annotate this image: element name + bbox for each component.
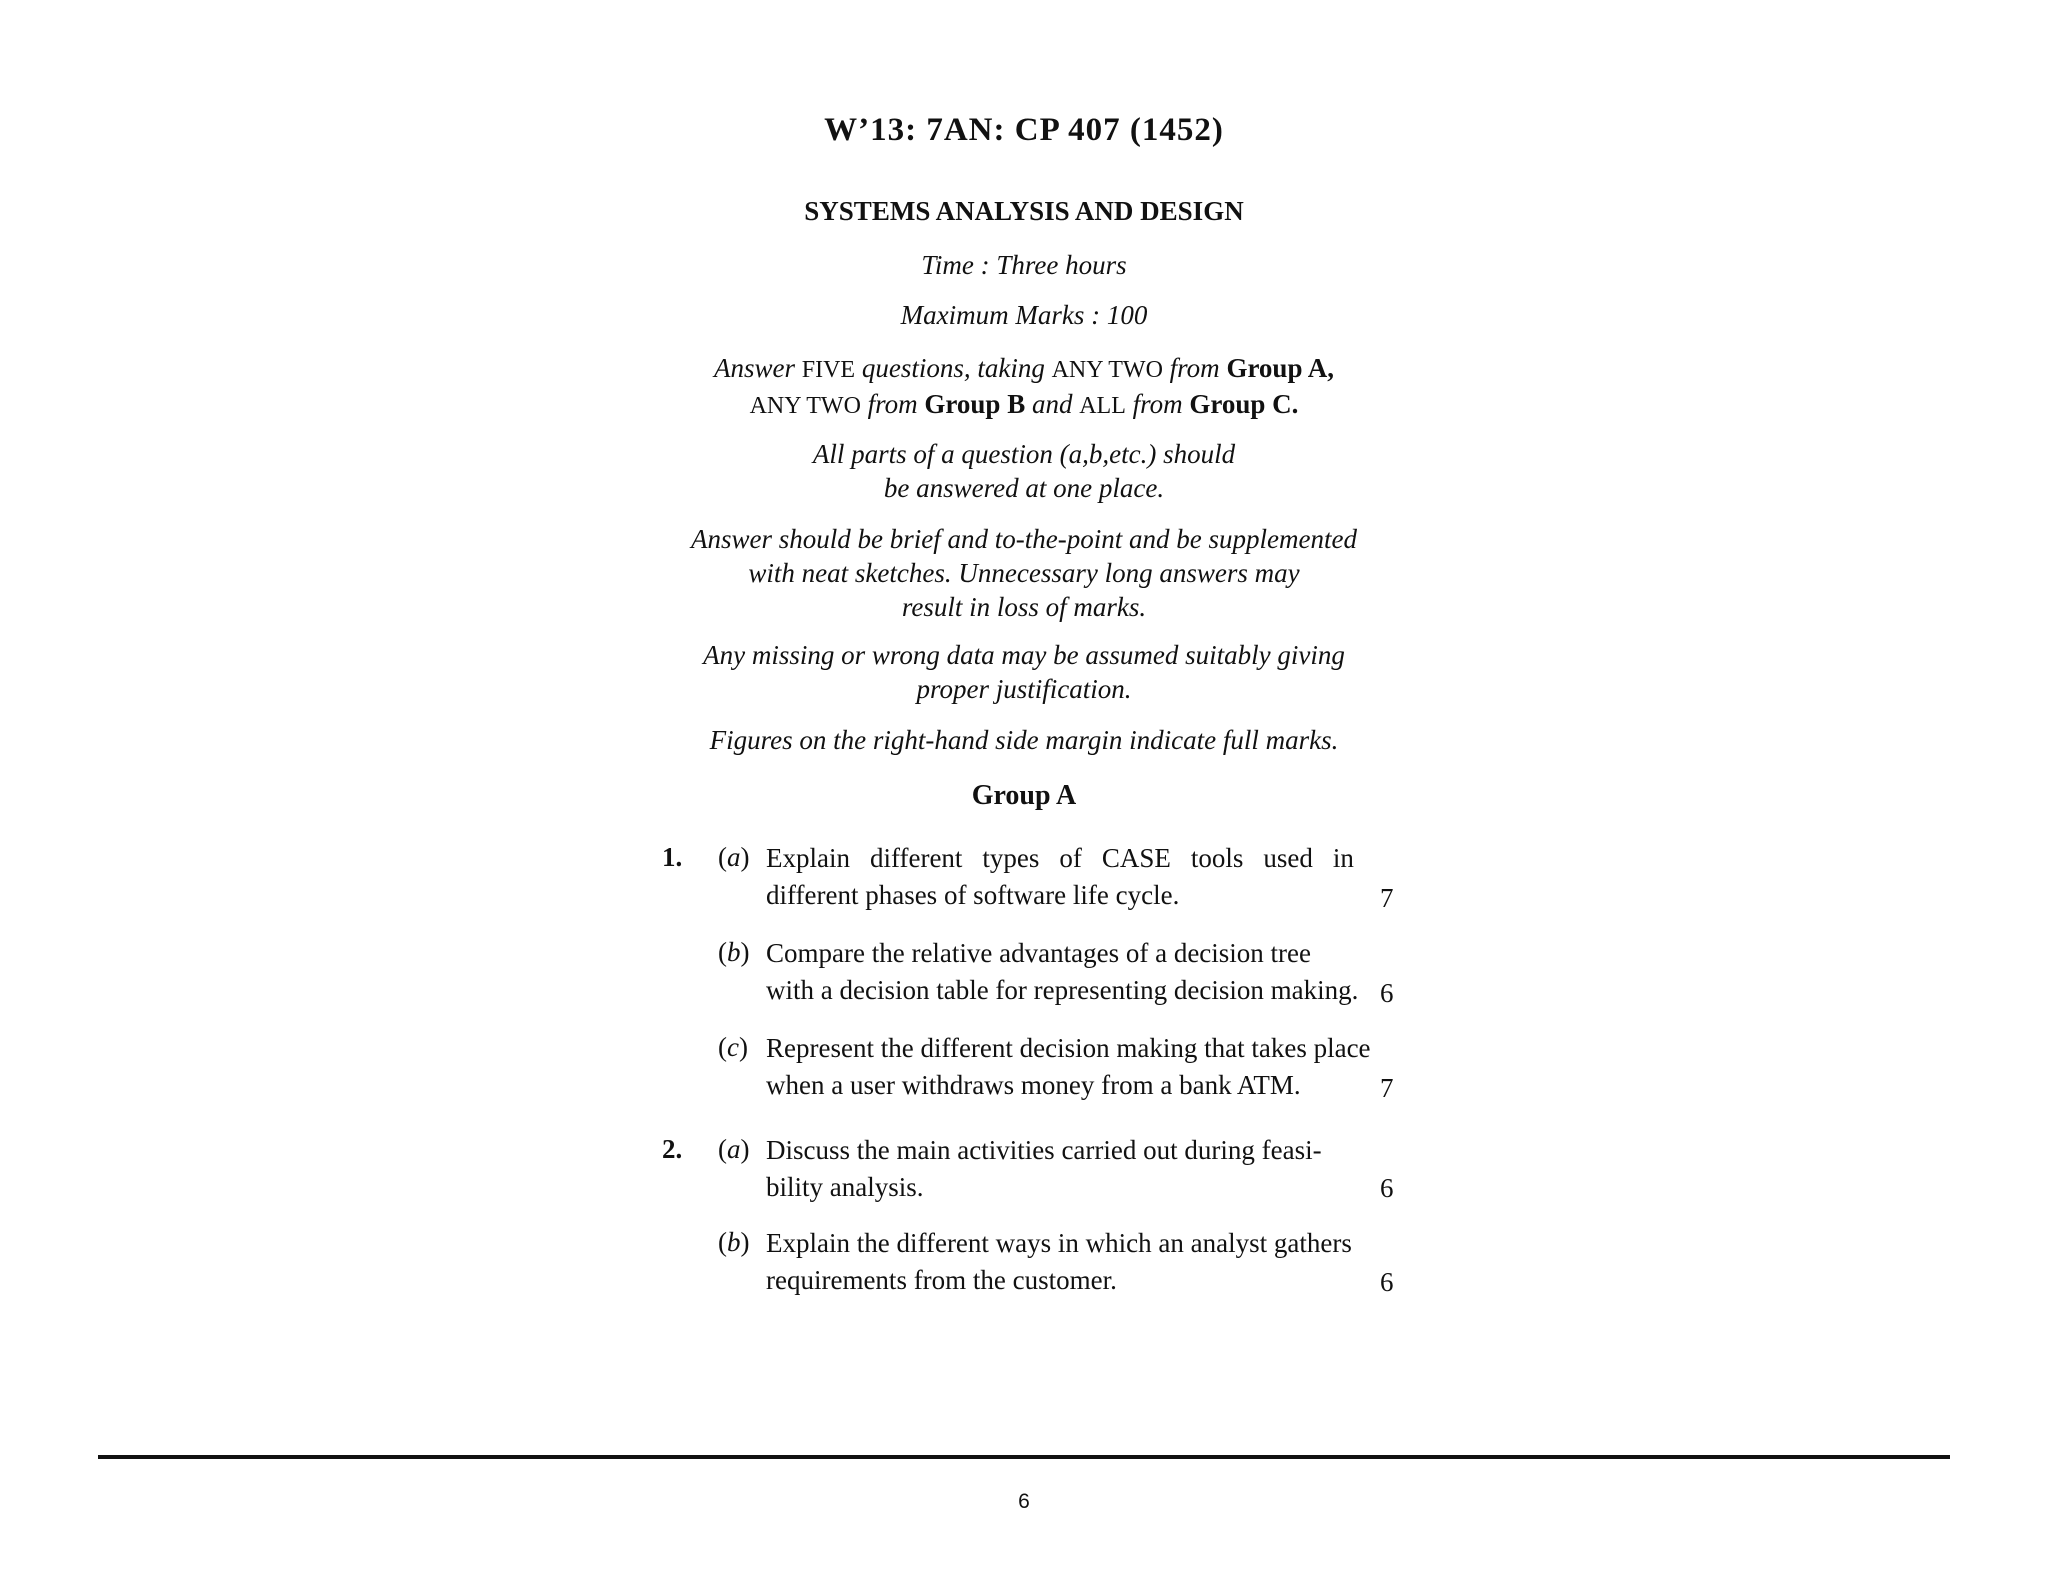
question-line: bility analysis. xyxy=(766,1172,924,1202)
instruction-brief-answers xyxy=(0,522,2048,624)
instr-word: ANY TWO xyxy=(1051,357,1163,383)
part-label: (a) xyxy=(718,842,750,872)
instr-line: Answer should be brief and to-the-point and be supplemented xyxy=(691,524,1357,554)
question-line: requirements from the customer. xyxy=(766,1265,1117,1295)
marks-value: 6 xyxy=(1380,1267,1394,1297)
marks-value: 6 xyxy=(1380,1173,1394,1203)
part-label: (b) xyxy=(718,937,750,967)
question-line: Explain the different ways in which an analyst gathers xyxy=(766,1228,1352,1258)
part-label: (c) xyxy=(718,1032,748,1062)
instr-word: from xyxy=(1132,389,1183,419)
instr-word: from xyxy=(867,389,918,419)
question-line: different phases of software life cycle. xyxy=(766,880,1180,910)
instr-word: Answer xyxy=(714,353,795,383)
instr-line: be answered at one place. xyxy=(883,473,1165,503)
instr-word: Group A, xyxy=(1226,353,1334,383)
instr-word: ALL xyxy=(1079,393,1126,419)
page-number: 6 xyxy=(1018,1490,1030,1513)
subject-title: SYSTEMS ANALYSIS AND DESIGN xyxy=(804,196,1244,226)
part-label: (a) xyxy=(718,1134,750,1164)
paper-code: W’13: 7AN: CP 407 (1452) xyxy=(824,112,1224,148)
instr-line: proper justification. xyxy=(916,674,1132,704)
instruction-margin-marks xyxy=(0,723,2048,757)
instruction-missing-data xyxy=(0,638,2048,706)
question-2a-text xyxy=(766,1132,1354,1206)
instr-line: Any missing or wrong data may be assumed suitably giving xyxy=(703,640,1345,670)
maximum-marks: Maximum Marks : 100 xyxy=(900,300,1148,330)
question-1a-text xyxy=(766,840,1354,914)
instr-line: result in loss of marks. xyxy=(901,592,1147,622)
question-line: Compare the relative advantages of a decision tree xyxy=(766,938,1312,968)
instr-line: with neat sketches. Unnecessary long answers may xyxy=(748,558,1300,588)
instr-word: Group C. xyxy=(1189,389,1299,419)
question-line: Represent the different decision making that takes place xyxy=(766,1033,1371,1063)
instr-word: and xyxy=(1031,389,1073,419)
instr-word: ANY TWO xyxy=(749,393,861,419)
instr-word: from xyxy=(1169,353,1220,383)
marks-value: 6 xyxy=(1380,978,1394,1008)
instr-word: Group B xyxy=(924,389,1026,419)
instr-line: Figures on the right-hand side margin indicate full marks. xyxy=(709,725,1339,755)
question-line: with a decision table for representing decision making. xyxy=(766,975,1359,1005)
marks-value: 7 xyxy=(1380,1073,1394,1103)
part-label: (b) xyxy=(718,1227,750,1257)
question-1c-text xyxy=(766,1030,1371,1104)
question-number: 1. xyxy=(662,842,683,872)
instruction-parts-together xyxy=(0,437,2048,505)
footer-rule xyxy=(98,1455,1950,1459)
question-number: 2. xyxy=(662,1134,683,1164)
instr-word: questions, taking xyxy=(861,353,1045,383)
question-line-justified: Explain different types of CASE tools used in xyxy=(766,843,1354,873)
question-line: Discuss the main activities carried out during feasi- xyxy=(766,1135,1322,1165)
question-1b-text xyxy=(766,935,1359,1009)
question-2b-text xyxy=(766,1225,1354,1299)
group-a-heading: Group A xyxy=(971,780,1077,811)
time-allowed: Time : Three hours xyxy=(921,250,1127,280)
marks-value: 7 xyxy=(1380,883,1394,913)
instr-line: All parts of a question (a,b,etc.) should xyxy=(812,439,1236,469)
instr-word: FIVE xyxy=(801,357,856,383)
instruction-answer-five xyxy=(0,351,2048,423)
question-line: when a user withdraws money from a bank ATM. xyxy=(766,1070,1301,1100)
